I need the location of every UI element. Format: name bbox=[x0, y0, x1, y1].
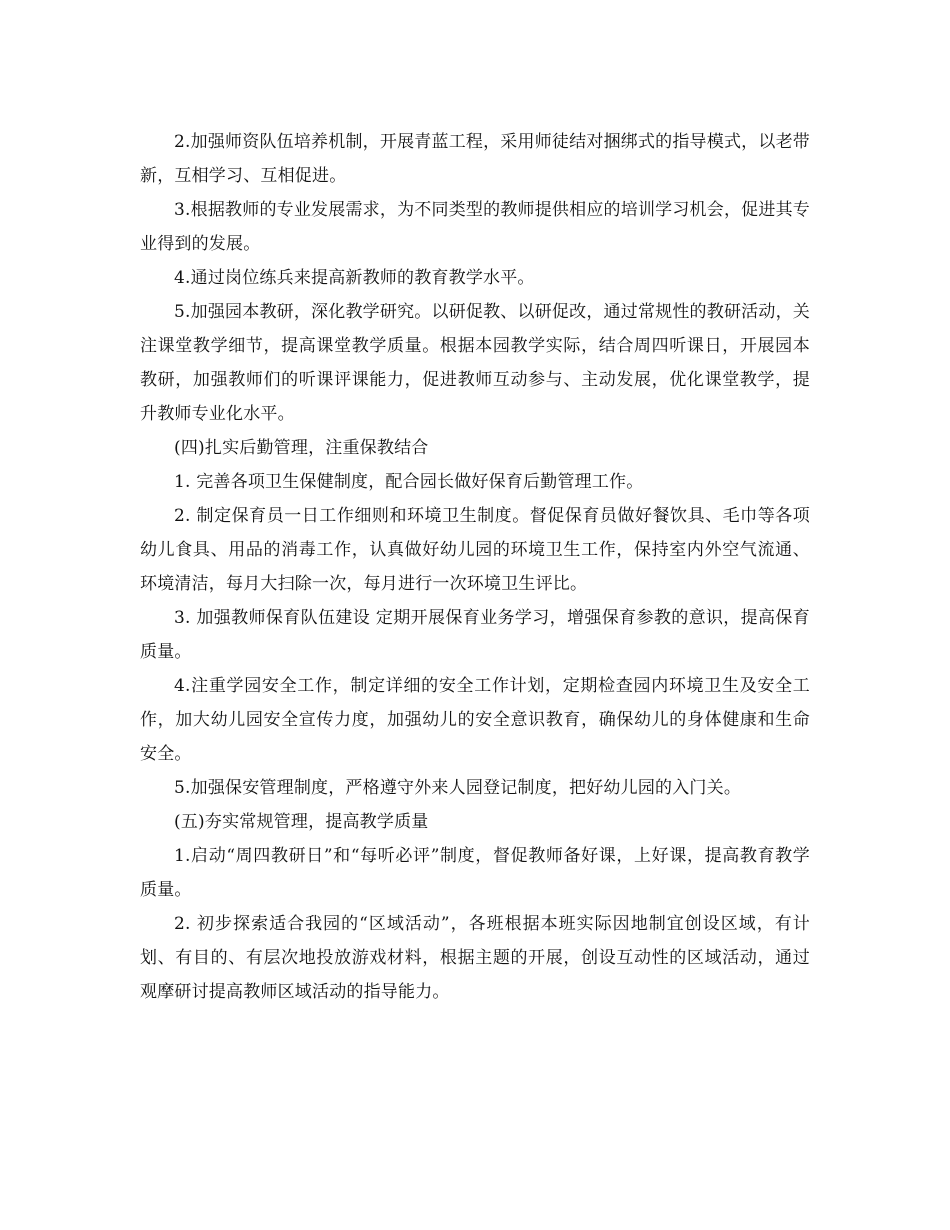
paragraph-logistics-4: 4.注重学园安全工作，制定详细的安全工作计划，定期检查园内环境卫生及安全工作，加大幼儿园安全宣传力度，加强幼儿的安全意识教育，确保幼儿的身体健康和生命安全。 bbox=[140, 676, 810, 764]
paragraph-item-4: 4.通过岗位练兵来提高新教师的教育教学水平。 bbox=[174, 268, 535, 288]
section-heading-5: (五)夯实常规管理，提高教学质量 bbox=[174, 812, 429, 832]
section-heading-4: (四)扎实后勤管理，注重保教结合 bbox=[174, 438, 429, 458]
paragraph-logistics-5: 5.加强保安管理制度，严格遵守外来人园登记制度，把好幼儿园的入门关。 bbox=[174, 778, 742, 798]
paragraph-logistics-1: 1. 完善各项卫生保健制度，配合园长做好保育后勤管理工作。 bbox=[174, 472, 644, 492]
paragraph-item-5: 5.加强园本教研，深化教学研究。以研促教、以研促改，通过常规性的教研活动，关注课堂教学细节，提高课堂教学质量。根据本园教学实际，结合周四听课日，开展园本教研，加强教师们的听课评课能力，促进教师互动参与、主动发展，优化课堂教学，提升教师专业化水平。 bbox=[140, 302, 810, 424]
paragraph-logistics-3: 3. 加强教师保育队伍建设 定期开展保育业务学习，增强保育参教的意识，提高保育质量。 bbox=[140, 608, 810, 662]
paragraph-routine-1: 1.启动“周四教研日”和“每听必评”制度，督促教师备好课，上好课，提高教育教学质量。 bbox=[140, 846, 810, 900]
paragraph-item-2: 2.加强师资队伍培养机制，开展青蓝工程，采用师徒结对捆绑式的指导模式，以老带新，互相学习、互相促进。 bbox=[140, 132, 810, 186]
paragraph-item-3: 3.根据教师的专业发展需求，为不同类型的教师提供相应的培训学习机会，促进其专业得到的发展。 bbox=[140, 200, 810, 254]
paragraph-logistics-2: 2. 制定保育员一日工作细则和环境卫生制度。督促保育员做好餐饮具、毛巾等各项幼儿食具、用品的消毒工作，认真做好幼儿园的环境卫生工作，保持室内外空气流通、环境清洁，每月大扫除一次，每月进行一次环境卫生评比。 bbox=[140, 506, 810, 594]
document-body bbox=[140, 125, 810, 1009]
paragraph-routine-2: 2. 初步探索适合我园的“区域活动”，各班根据本班实际因地制宜创设区域，有计划、有目的、有层次地投放游戏材料，根据主题的开展，创设互动性的区域活动，通过观摩研讨提高教师区域活动的指导能力。 bbox=[140, 914, 810, 1002]
